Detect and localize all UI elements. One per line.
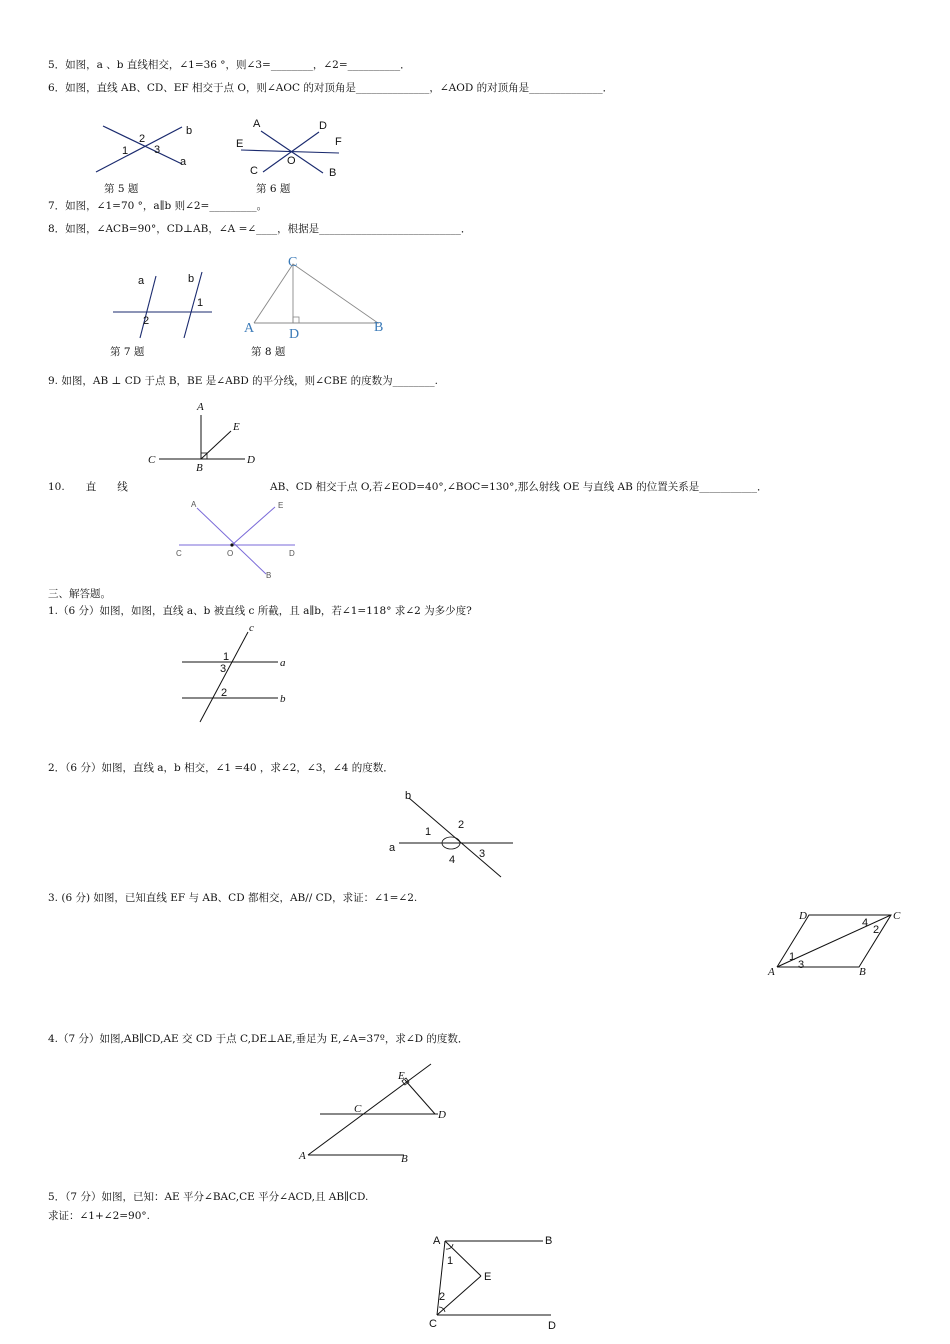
figure-6-diagram (233, 117, 353, 177)
p5-label-A: A (433, 1235, 441, 1247)
problem-3-diagram (765, 907, 905, 977)
fig5-label-b: b (186, 125, 193, 137)
figure-6-caption: 第 6 题 (256, 183, 291, 195)
p1-label-c: c (249, 622, 254, 634)
question-10-prefix: 10. 直 线 (48, 481, 128, 493)
problem-4-diagram (298, 1060, 458, 1165)
fig7-label-b: b (188, 273, 195, 285)
problem-5-prove: 求证：∠1+∠2=90°. (48, 1210, 151, 1222)
p3-label-C: C (893, 910, 901, 922)
p2-label-1: 1 (425, 826, 432, 838)
problem-5: 5．（7 分）如图，已知：AE 平分∠BAC,CE 平分∠ACD,且 AB∥CD. (48, 1191, 369, 1203)
fig6-label-C: C (250, 165, 258, 177)
fig10-label-E: E (278, 501, 284, 510)
fig6-label-D: D (319, 120, 327, 132)
fig9-label-E: E (233, 421, 240, 433)
p2-label-4: 4 (449, 854, 456, 866)
p3-label-3: 3 (798, 959, 805, 971)
fig6-label-O: O (287, 155, 296, 167)
question-6: 6．如图，直线 AB、CD、EF 相交于点 O，则∠AOC 的对顶角是______________，∠AOD 的对顶角是______________． (48, 82, 614, 94)
figure-7-diagram (110, 266, 220, 341)
p3-label-1: 1 (789, 951, 796, 963)
question-9: 9. 如图，AB ⊥ CD 于点 B，BE 是∠ABD 的平分线，则∠CBE 的度数为________. (48, 375, 439, 387)
figure-7-caption: 第 7 题 (110, 346, 145, 358)
problem-1: 1.（6 分）如图，如图，直线 a、b 被直线 c 所截，且 a∥b，若∠1=118° 求∠2 为多少度? (48, 605, 472, 617)
fig6-label-B: B (329, 167, 337, 179)
fig7-label-2: 2 (143, 315, 150, 327)
section-3-heading: 三、解答题。 (48, 588, 111, 600)
p2-label-b: b (405, 790, 412, 802)
figure-8-diagram (240, 254, 390, 342)
figure-9-diagram (145, 398, 265, 473)
fig7-label-a: a (138, 275, 145, 287)
problem-5-diagram (425, 1232, 565, 1332)
fig9-label-B: B (196, 462, 203, 474)
fig9-label-A: A (197, 401, 204, 413)
fig5-label-2: 2 (139, 133, 146, 145)
fig9-label-D: D (247, 454, 255, 466)
figure-8-caption: 第 8 题 (251, 346, 286, 358)
fig8-label-D: D (289, 327, 300, 342)
p3-label-B: B (859, 966, 866, 978)
p1-label-1: 1 (223, 651, 230, 663)
p1-label-a: a (280, 657, 286, 669)
p5-label-C: C (429, 1318, 437, 1330)
fig10-label-A: A (191, 500, 197, 509)
fig6-label-E: E (236, 138, 244, 150)
fig5-label-3: 3 (154, 144, 161, 156)
figure-5-diagram (90, 118, 210, 178)
p5-label-B: B (545, 1235, 553, 1247)
fig10-label-C: C (176, 549, 182, 558)
p4-label-C: C (354, 1103, 362, 1115)
fig6-label-F: F (335, 136, 342, 148)
question-10: AB、CD 相交于点 O,若∠EOD=40°,∠BOC=130°,那么射线 OE 与直线 AB 的位置关系是___________． (270, 481, 768, 493)
fig10-label-D: D (289, 549, 295, 558)
fig5-label-a: a (180, 156, 187, 168)
question-8: 8．如图，∠ACB=90°，CD⊥AB，∠A =∠____，根据是___________________________． (48, 223, 472, 235)
p2-label-2: 2 (458, 819, 465, 831)
p1-label-2: 2 (221, 687, 228, 699)
p3-label-D: D (799, 910, 807, 922)
p5-label-2: 2 (439, 1291, 446, 1303)
fig8-label-B: B (374, 320, 384, 335)
p2-label-a: a (389, 842, 396, 854)
fig8-label-A: A (244, 321, 255, 336)
p5-label-E: E (484, 1271, 492, 1283)
p2-label-3: 3 (479, 848, 486, 860)
p3-label-4: 4 (862, 917, 869, 929)
problem-3: 3. (6 分) 如图，已知直线 EF 与 AB、CD 都相交，AB// CD，求证：∠1=∠2. (48, 892, 418, 904)
p3-label-A: A (768, 966, 775, 978)
fig9-label-C: C (148, 454, 156, 466)
fig5-label-1: 1 (122, 145, 129, 157)
problem-4: 4.（7 分）如图,AB∥CD,AE 交 CD 于点 C,DE⊥AE,垂足为 E,∠A=37º，求∠D 的度数． (48, 1033, 469, 1045)
fig10-label-O: O (227, 549, 234, 558)
fig7-label-1: 1 (197, 297, 204, 309)
figure-5-caption: 第 5 题 (104, 183, 139, 195)
p4-label-B: B (401, 1153, 408, 1165)
p4-label-D: D (438, 1109, 446, 1121)
question-5: 5．如图，a 、b 直线相交，∠1=36 °，则∠3=________，∠2=__________． (48, 59, 411, 71)
p1-label-b: b (280, 693, 286, 705)
question-7: 7．如图，∠1=70 °，a∥b 则∠2=_________。 (48, 200, 268, 212)
p3-label-2: 2 (873, 924, 880, 936)
problem-1-diagram (180, 622, 300, 722)
p1-label-3: 3 (220, 663, 227, 675)
fig10-label-B: B (266, 571, 272, 580)
p4-label-E: E (398, 1070, 405, 1082)
problem-2: 2．（6 分）如图，直线 a，b 相交，∠1 =40 ，求∠2，∠3，∠4 的度数． (48, 762, 394, 774)
fig8-label-C: C (288, 255, 298, 270)
problem-2-diagram (385, 785, 515, 880)
p4-label-A: A (299, 1150, 306, 1162)
p5-label-1: 1 (447, 1255, 454, 1267)
figure-10-diagram (175, 498, 305, 583)
p5-label-D: D (548, 1320, 556, 1332)
fig6-label-A: A (253, 118, 261, 130)
